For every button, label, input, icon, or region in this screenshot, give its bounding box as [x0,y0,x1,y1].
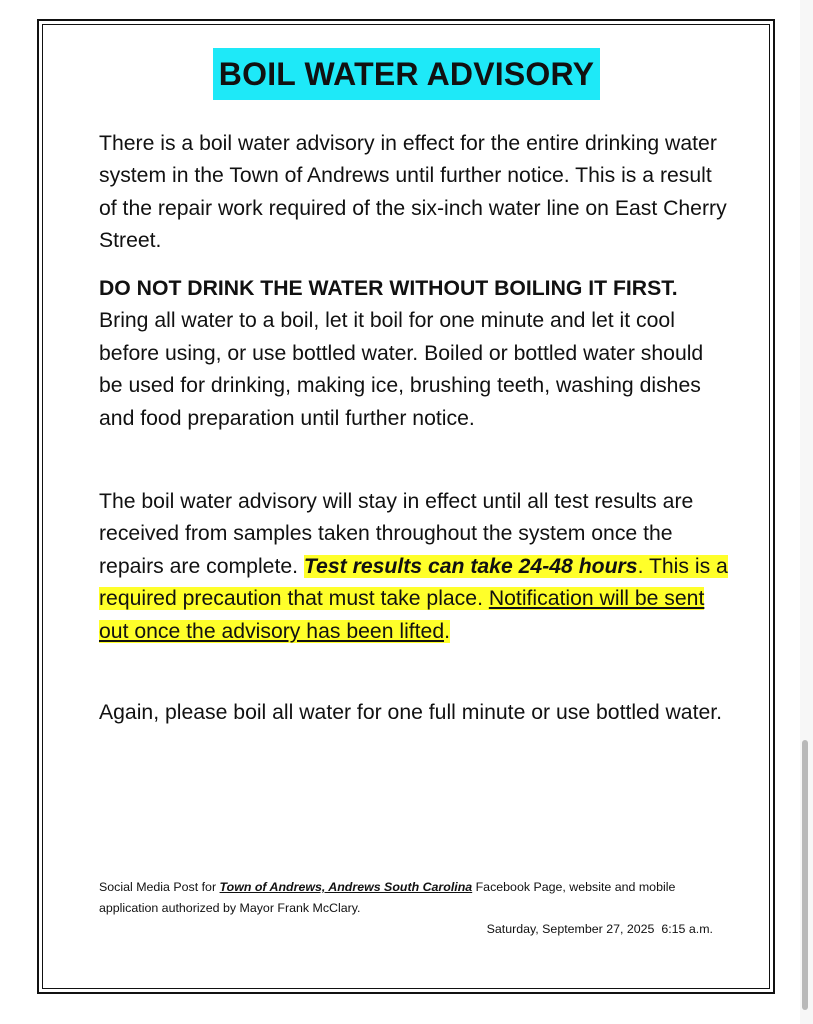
paragraph-reminder: Again, please boil all water for one full minute or use bottled water. [99,701,723,724]
footer-prefix: Social Media Post for [99,880,220,894]
scrollbar-thumb[interactable] [802,740,808,1010]
highlight-period: . [444,619,451,643]
post-date: Saturday, September 27, 2025 6:15 a.m. [486,922,713,936]
highlight-notification: Notification will be sent out once the advisory has been lifted [99,587,705,643]
footer-attribution [99,877,719,919]
highlight-precaution: . This is a required precaution that must take place. [99,554,728,611]
title-container [0,48,813,100]
warning-text: DO NOT DRINK THE WATER WITHOUT BOILING IT FIRST. [99,277,678,300]
instructions-text: Bring all water to a boil, let it boil for one minute and let it cool before using, or use bottled water. Boiled or bottled water should be used for drinking, making ice, brushing teeth, washing dishes and food preparation until further notice. [99,309,704,430]
highlight-test-duration: Test results can take 24-48 hours [303,554,638,578]
paragraph-advisory-notice: There is a boil water advisory in effect for the entire drinking water system in the Town of Andrews until further notice. This is a result of the repair work required of the six-inch water line on East Cherry Street. [99,132,727,253]
paragraph-instructions [99,273,729,435]
footer-suffix: Facebook Page, website and mobile application authorized by Mayor Frank McClary. [99,880,676,915]
advisory-title: BOIL WATER ADVISORY [213,48,600,100]
footer-town-link[interactable]: Town of Andrews, Andrews South Carolina [219,880,473,894]
paragraph-test-results [99,486,729,648]
test-results-intro: The boil water advisory will stay in effect until all test results are received from samples taken throughout the system once the repairs are complete. [99,490,694,578]
